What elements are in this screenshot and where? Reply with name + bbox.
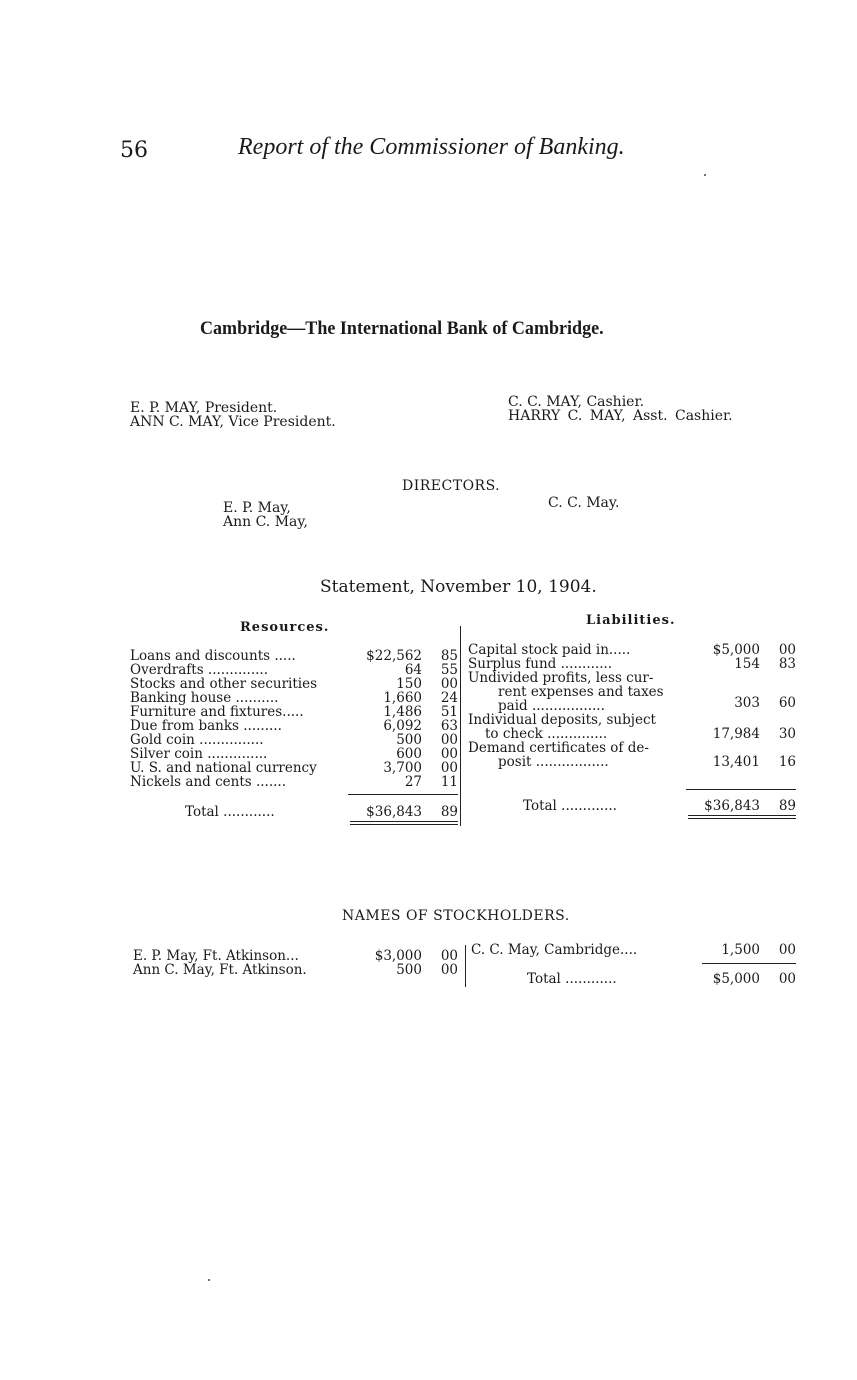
resource-row [130, 649, 458, 663]
resource-cents: 85 [440, 648, 458, 664]
liability-cents: 16 [778, 754, 796, 770]
scan-speck [704, 174, 706, 176]
page-number: 56 [120, 138, 148, 163]
resource-dollars: $22,562 [366, 648, 422, 664]
liability-label: rent expenses and taxes [498, 684, 664, 700]
resource-cents: 00 [440, 746, 458, 762]
resource-cents: 00 [440, 760, 458, 776]
liability-cents: 30 [778, 726, 796, 742]
directors-heading: DIRECTORS. [402, 478, 501, 494]
resource-label: Nickels and cents ....... [130, 774, 287, 790]
resource-row [130, 705, 458, 719]
stockholder-dollars: 1,500 [721, 942, 760, 958]
resource-dollars: 1,486 [383, 704, 422, 720]
stockholder-row [133, 963, 458, 977]
stockholder-name: E. P. May, Ft. Atkinson... [133, 948, 299, 964]
liability-label: Undivided profits, less cur- [468, 670, 654, 686]
director-name: C. C. May. [548, 495, 620, 511]
stockholder-cents: 00 [440, 948, 458, 964]
running-title: Report of the Commissioner of Banking. [238, 134, 625, 160]
resource-row [130, 733, 458, 747]
resource-cents: 24 [440, 690, 458, 706]
stockholders-column-divider [465, 945, 466, 987]
liability-label: Individual deposits, subject [468, 712, 656, 728]
statement-title: Statement, November 10, 1904. [320, 577, 597, 597]
liability-label: Capital stock paid in..... [468, 642, 631, 658]
scan-speck [208, 1279, 210, 1281]
resource-cents: 00 [440, 732, 458, 748]
officer-cashier: C. C. MAY, Cashier. [508, 394, 645, 410]
liability-dollars: 17,984 [712, 726, 760, 742]
resources-total-double-rule [350, 821, 458, 825]
stockholder-name: Ann C. May, Ft. Atkinson. [133, 962, 307, 978]
resources-total-dollars: $36,843 [366, 804, 422, 820]
resources-total-cents: 89 [440, 804, 458, 820]
resource-label: U. S. and national currency [130, 760, 317, 776]
liability-row [468, 755, 796, 769]
resource-row [130, 663, 458, 677]
resource-dollars: 27 [404, 774, 422, 790]
resource-label: Stocks and other securities [130, 676, 318, 692]
stockholders-sum-rule [702, 963, 796, 964]
stockholder-row [471, 943, 796, 957]
liability-cents: 83 [778, 656, 796, 672]
liability-dollars: 303 [734, 695, 760, 711]
stockholders-total-row [471, 972, 796, 986]
resource-label: Loans and discounts ..... [130, 648, 296, 664]
resources-sum-rule [348, 794, 458, 795]
resource-dollars: 150 [396, 676, 422, 692]
resource-row [130, 761, 458, 775]
bank-title: Cambridge—The International Bank of Cambridge. [200, 318, 604, 339]
liability-cents: 60 [778, 695, 796, 711]
liability-label: Surplus fund ............ [468, 656, 613, 672]
resource-label: Silver coin .............. [130, 746, 268, 762]
resource-row [130, 677, 458, 691]
resource-label: Furniture and fixtures..... [130, 704, 304, 720]
resource-dollars: 6,092 [383, 718, 422, 734]
resource-cents: 55 [440, 662, 458, 678]
resource-row [130, 775, 458, 789]
director-name: E. P. May, [223, 500, 291, 516]
liabilities-sum-rule [686, 789, 796, 790]
liabilities-total-dollars: $36,843 [704, 798, 760, 814]
liability-amount-row [468, 696, 796, 710]
officer-president: E. P. MAY, President. [130, 400, 278, 416]
resource-label: Gold coin ............... [130, 732, 264, 748]
stockholders-total-dollars: $5,000 [712, 971, 760, 987]
liability-label: Demand certificates of de- [468, 740, 649, 756]
liability-row [468, 713, 796, 727]
stockholder-dollars: $3,000 [374, 948, 422, 964]
resource-label: Overdrafts .............. [130, 662, 268, 678]
resource-label: Due from banks ......... [130, 718, 282, 734]
stockholder-cents: 00 [778, 942, 796, 958]
liability-dollars: $5,000 [712, 642, 760, 658]
liabilities-total-cents: 89 [778, 798, 796, 814]
liability-label: to check .............. [485, 726, 608, 742]
stockholders-total-label: Total ............ [527, 971, 617, 987]
resource-cents: 00 [440, 676, 458, 692]
liabilities-total-row [468, 799, 796, 813]
stockholders-total-cents: 00 [778, 971, 796, 987]
stockholder-name: C. C. May, Cambridge.... [471, 942, 638, 958]
liability-dollars: 154 [734, 656, 760, 672]
officer-vice-president: ANN C. MAY, Vice President. [130, 414, 336, 430]
director-name: Ann C. May, [223, 514, 308, 530]
resources-heading: Resources. [240, 620, 330, 635]
resource-dollars: 1,660 [383, 690, 422, 706]
resource-dollars: 600 [396, 746, 422, 762]
resource-cents: 11 [440, 774, 458, 790]
liabilities-total-double-rule [688, 815, 796, 819]
officer-asst-cashier: HARRY C. MAY, Asst. Cashier. [508, 408, 733, 424]
resource-cents: 51 [440, 704, 458, 720]
stockholder-cents: 00 [440, 962, 458, 978]
resources-total-label: Total ............ [185, 804, 275, 820]
stockholder-dollars: 500 [396, 962, 422, 978]
liability-row [468, 727, 796, 741]
resource-dollars: 500 [396, 732, 422, 748]
liability-label: paid ................. [498, 698, 605, 714]
resource-dollars: 3,700 [383, 760, 422, 776]
liability-row [468, 741, 796, 755]
column-divider [460, 626, 461, 826]
liabilities-heading: Liabilities. [586, 613, 676, 628]
resources-total-row [130, 805, 458, 819]
resource-dollars: 64 [404, 662, 422, 678]
resource-row [130, 691, 458, 705]
liabilities-total-label: Total ............. [523, 798, 617, 814]
liability-row [468, 657, 796, 671]
liability-dollars: 13,401 [712, 754, 760, 770]
resource-row [130, 719, 458, 733]
resource-row [130, 747, 458, 761]
stockholder-row [133, 949, 458, 963]
liability-label: posit ................. [498, 754, 609, 770]
resource-label: Banking house .......... [130, 690, 279, 706]
liability-row [468, 643, 796, 657]
liability-cents: 00 [778, 642, 796, 658]
resource-cents: 63 [440, 718, 458, 734]
liability-row [468, 671, 796, 685]
stockholders-heading: NAMES OF STOCKHOLDERS. [342, 908, 570, 924]
